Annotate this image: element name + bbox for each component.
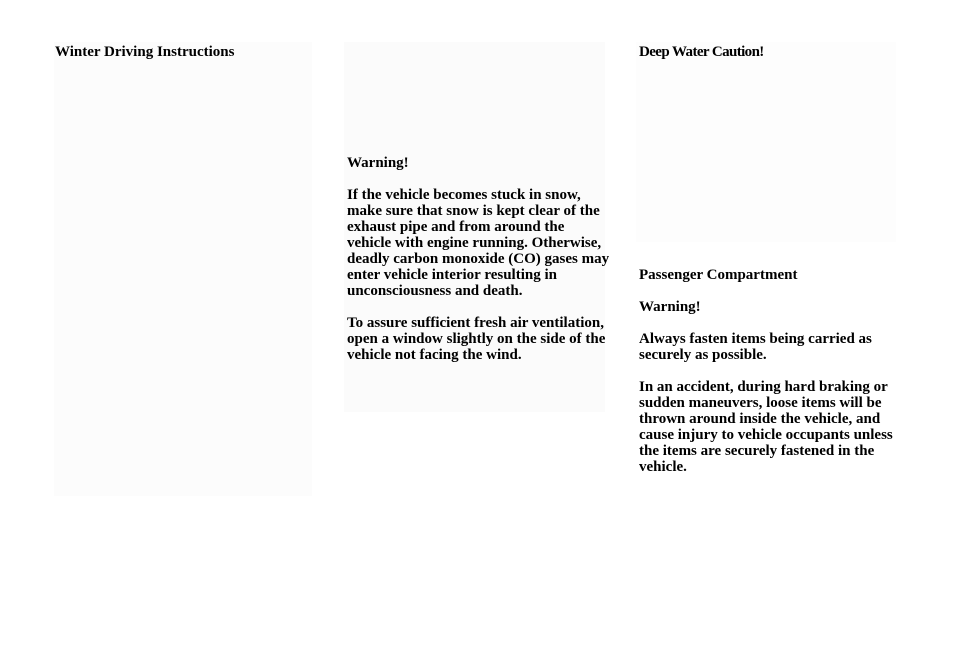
warning-label: Warning!: [639, 299, 701, 315]
ventilation-paragraph: To assure sufficient fresh air ventilation, open a window slightly on the side of the vehicle not facing the wind.: [347, 315, 606, 363]
middle-column: [347, 155, 612, 379]
right-column-panel: [636, 42, 896, 242]
winter-driving-heading: Winter Driving Instructions: [55, 44, 235, 60]
snow-warning-paragraph: If the vehicle becomes stuck in snow, make sure that snow is kept clear of the exhaust pipe and from around the vehicle with engine running. Otherwise, deadly carbon monoxide (CO) gases may enter vehicle interior resulting in unconsciousness and death.: [347, 187, 610, 299]
right-column: [639, 267, 901, 491]
passenger-compartment-heading: Passenger Compartment: [639, 267, 798, 283]
loose-items-paragraph: In an accident, during hard braking or sudden maneuvers, loose items will be thrown around inside the vehicle, and cause injury to vehicle occupants unless the items are securely fastened in the vehicle.: [639, 379, 893, 475]
left-column-panel: [54, 42, 312, 496]
deep-water-heading: Deep Water Caution!: [639, 44, 764, 60]
fasten-items-paragraph: Always fasten items being carried as securely as possible.: [639, 331, 872, 363]
warning-label: Warning!: [347, 155, 409, 171]
